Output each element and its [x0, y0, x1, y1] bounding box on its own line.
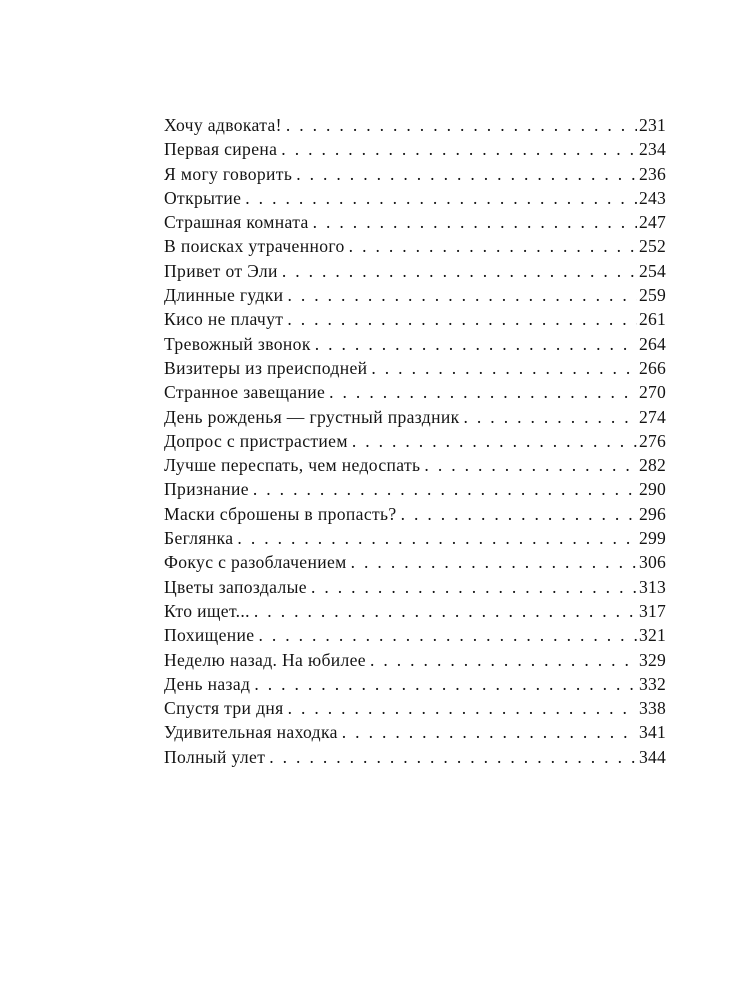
toc-entry — [164, 720, 666, 744]
dot-leader — [424, 453, 637, 477]
dot-leader — [281, 137, 637, 161]
toc-entry — [164, 672, 666, 696]
dot-leader — [282, 259, 637, 283]
dot-leader — [329, 380, 637, 404]
dot-leader — [401, 502, 637, 526]
toc-entry-title: Фокус с разоблачением — [164, 552, 347, 573]
toc-entry-page-number: 329 — [639, 649, 666, 670]
dot-leader — [370, 648, 637, 672]
toc-entry-page-number: 261 — [639, 309, 666, 330]
dot-leader — [313, 210, 637, 234]
dot-leader — [245, 186, 637, 210]
toc-entry — [164, 696, 666, 720]
toc-entry-page-number: 274 — [639, 406, 666, 427]
dot-leader — [287, 283, 637, 307]
toc-entry-title: Привет от Эли — [164, 260, 278, 281]
dot-leader — [351, 550, 637, 574]
toc-entry-page-number: 317 — [639, 600, 666, 621]
toc-entry-title: Допрос с пристрастием — [164, 430, 348, 451]
dot-leader — [296, 162, 637, 186]
dot-leader — [311, 575, 637, 599]
toc-entry-page-number: 254 — [639, 260, 666, 281]
toc-entry — [164, 453, 666, 477]
dot-leader — [371, 356, 637, 380]
toc-entry-page-number: 266 — [639, 357, 666, 378]
toc-entry-page-number: 276 — [639, 430, 666, 451]
toc-entry — [164, 283, 666, 307]
toc-entry-title: Признание — [164, 479, 249, 500]
dot-leader — [269, 745, 637, 769]
toc-entry-page-number: 282 — [639, 455, 666, 476]
toc-entry-page-number: 270 — [639, 382, 666, 403]
toc-entry-title: Страшная комната — [164, 212, 309, 233]
toc-entry — [164, 599, 666, 623]
dot-leader — [288, 696, 637, 720]
dot-leader — [258, 623, 637, 647]
dot-leader — [286, 113, 637, 137]
toc-entry-title: Кисо не плачут — [164, 309, 284, 330]
table-of-contents — [164, 113, 666, 769]
dot-leader — [315, 332, 637, 356]
toc-entry-title: Длинные гудки — [164, 285, 284, 306]
toc-entry-title: Я могу говорить — [164, 163, 293, 184]
toc-entry-title: Тревожный звонок — [164, 333, 311, 354]
dot-leader — [342, 720, 637, 744]
toc-entry-title: Неделю назад. На юбилее — [164, 649, 366, 670]
toc-entry — [164, 745, 666, 769]
toc-entry-title: Кто ищет... — [164, 600, 250, 621]
toc-entry — [164, 380, 666, 404]
dot-leader — [254, 672, 637, 696]
dot-leader — [253, 477, 637, 501]
toc-entry-title: Первая сирена — [164, 139, 278, 160]
toc-entry-page-number: 313 — [639, 576, 666, 597]
toc-entry-title: Странное завещание — [164, 382, 326, 403]
toc-entry — [164, 356, 666, 380]
toc-entry — [164, 259, 666, 283]
toc-entry-page-number: 247 — [639, 212, 666, 233]
toc-entry-page-number: 290 — [639, 479, 666, 500]
toc-entry-page-number: 236 — [639, 163, 666, 184]
toc-entry — [164, 186, 666, 210]
toc-entry-title: Удивительная находка — [164, 722, 338, 743]
toc-entry-page-number: 264 — [639, 333, 666, 354]
toc-entry — [164, 648, 666, 672]
toc-entry-page-number: 344 — [639, 746, 666, 767]
toc-entry — [164, 477, 666, 501]
dot-leader — [254, 599, 637, 623]
dot-leader — [464, 405, 637, 429]
toc-entry-title: Хочу адвоката! — [164, 115, 282, 135]
toc-entry — [164, 550, 666, 574]
toc-entry-page-number: 332 — [639, 673, 666, 694]
toc-entry-title: В поисках утраченного — [164, 236, 345, 257]
toc-entry-page-number: 338 — [639, 698, 666, 719]
toc-entry — [164, 502, 666, 526]
toc-entry-page-number: 231 — [639, 115, 666, 135]
toc-entry — [164, 307, 666, 331]
toc-entry-title: Похищение — [164, 625, 255, 646]
toc-entry-title: Цветы запоздалые — [164, 576, 307, 597]
toc-entry — [164, 429, 666, 453]
toc-entry — [164, 575, 666, 599]
toc-entry-title: Полный улет — [164, 746, 266, 767]
toc-entry — [164, 332, 666, 356]
toc-entry-page-number: 252 — [639, 236, 666, 257]
toc-entry-page-number: 341 — [639, 722, 666, 743]
toc-entry-page-number: 321 — [639, 625, 666, 646]
toc-entry — [164, 623, 666, 647]
toc-entry-title: Открытие — [164, 187, 242, 208]
toc-entry-title: Спустя три дня — [164, 698, 284, 719]
toc-entry-title: День назад — [164, 673, 251, 694]
toc-entry-title: Визитеры из преисподней — [164, 357, 368, 378]
toc-entry — [164, 137, 666, 161]
toc-entry-page-number: 234 — [639, 139, 666, 160]
toc-entry — [164, 405, 666, 429]
toc-entry — [164, 210, 666, 234]
toc-entry — [164, 113, 666, 137]
toc-entry-page-number: 299 — [639, 528, 666, 549]
toc-entry — [164, 234, 666, 258]
toc-entry-page-number: 243 — [639, 187, 666, 208]
dot-leader — [287, 307, 637, 331]
dot-leader — [349, 234, 637, 258]
toc-entry-title: Лучше переспать, чем недоспать — [164, 455, 421, 476]
toc-entry-page-number: 296 — [639, 503, 666, 524]
toc-entry-title: Беглянка — [164, 528, 234, 549]
toc-entry — [164, 162, 666, 186]
dot-leader — [352, 429, 637, 453]
toc-entry-page-number: 259 — [639, 285, 666, 306]
toc-entry — [164, 526, 666, 550]
toc-entry-title: День рожденья — грустный праздник — [164, 406, 460, 427]
dot-leader — [237, 526, 637, 550]
toc-entry-title: Маски сброшены в пропасть? — [164, 503, 397, 524]
toc-entry-page-number: 306 — [639, 552, 666, 573]
